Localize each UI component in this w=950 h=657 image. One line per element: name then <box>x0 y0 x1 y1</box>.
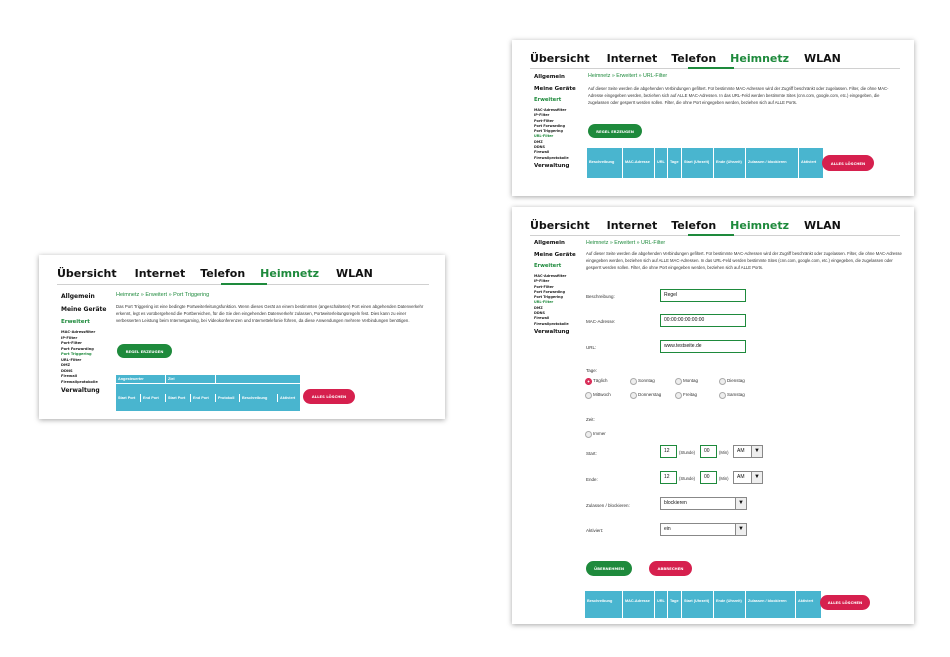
sidebar-sub-dmz[interactable]: DMZ <box>61 363 71 367</box>
delete-all-button[interactable]: ALLES LÖSCHEN <box>820 595 870 610</box>
url-filter-form-panel <box>512 207 914 624</box>
breadcrumb: Heimnetz » Erweitert » URL-Filter <box>586 240 666 246</box>
sidebar-item-erweitert[interactable]: Erweitert <box>61 319 90 325</box>
zulassen-label: Zulassen / blockieren: <box>586 503 630 508</box>
sidebar-sub-ddns[interactable]: DDNS <box>534 311 545 316</box>
chevron-down-icon: ▼ <box>751 472 762 483</box>
sidebar-sub-port-triggering[interactable]: Port Triggering <box>534 129 563 134</box>
create-rule-button[interactable]: REGEL ERZEUGEN <box>117 344 172 358</box>
sidebar-sub-port-filter[interactable]: Port-Filter <box>61 341 82 345</box>
col-start: Start (Uhrzeit) <box>682 148 714 178</box>
chevron-down-icon: ▼ <box>735 524 746 535</box>
day-radio-freitag[interactable] <box>675 392 682 399</box>
main-nav <box>530 52 841 65</box>
nav-telefon[interactable]: Telefon <box>200 267 246 280</box>
sidebar-sub-ip-filter[interactable]: IP-Filter <box>534 113 550 118</box>
col-mac-adresse: MAC-Adresse <box>623 148 655 178</box>
sidebar-sub-port-filter[interactable]: Port-Filter <box>534 118 554 123</box>
col-zulassen: Zulassen / blockieren <box>746 591 796 618</box>
end-min-unit: (Min) <box>719 476 729 481</box>
mac-address-input[interactable]: 00:00:00:00:00:00 <box>660 314 746 327</box>
col-url: URL <box>655 591 668 618</box>
sidebar-sub-firewallprotokolle[interactable]: Firewallprotokolle <box>534 321 569 326</box>
chevron-down-icon: ▼ <box>735 498 746 509</box>
day-label-freitag: Freitag <box>683 392 698 397</box>
day-radio-taeglich[interactable] <box>585 378 592 385</box>
col-start: Start (Uhrzeit) <box>682 591 714 618</box>
day-radio-samstag[interactable] <box>719 392 726 399</box>
sidebar-sub-dmz[interactable]: DMZ <box>534 305 543 310</box>
col-mac-adresse: MAC-Adresse <box>623 591 655 618</box>
sidebar-sub-firewall[interactable]: Firewall <box>534 316 550 321</box>
sidebar-item-meine-geraete[interactable]: Meine Geräte <box>61 306 107 313</box>
beschreibung-label: Beschreibung: <box>586 294 615 299</box>
delete-all-button[interactable]: ALLES LÖSCHEN <box>822 155 874 171</box>
zulassen-select[interactable] <box>660 497 747 510</box>
start-min-input[interactable]: 00 <box>700 445 717 458</box>
aktiviert-label: Aktiviert: <box>586 528 604 533</box>
sidebar-sub-url-filter[interactable]: URL-Filter <box>534 134 554 139</box>
create-rule-button[interactable]: REGEL ERZEUGEN <box>588 124 642 138</box>
sidebar-item-erweitert[interactable]: Erweitert <box>534 97 562 103</box>
col-start-port-2: Start Port <box>166 394 191 402</box>
col-beschreibung: Beschreibung <box>587 148 623 178</box>
nav-heimnetz[interactable]: Heimnetz <box>260 267 320 280</box>
end-hour-input[interactable]: 12 <box>660 471 677 484</box>
start-ampm-select[interactable] <box>733 445 763 458</box>
sidebar-sub-mac-filter[interactable]: MAC-Adressfilter <box>534 108 567 112</box>
nav-wlan[interactable]: WLAN <box>804 52 841 65</box>
day-label-sonntag: Sonntag <box>638 378 655 383</box>
chevron-down-icon: ▼ <box>751 446 762 457</box>
end-min-input[interactable]: 00 <box>700 471 717 484</box>
end-ampm-select[interactable] <box>733 471 763 484</box>
sidebar-sub-url-filter[interactable]: URL-Filter <box>61 357 82 362</box>
col-aktiviert: Aktiviert <box>798 599 814 603</box>
sidebar-sub-mac-filter[interactable]: MAC-Adressfilter <box>534 274 567 278</box>
sidebar-sub-ip-filter[interactable]: IP-Filter <box>61 335 78 340</box>
start-label: Start: <box>586 451 597 456</box>
start-hour-input[interactable]: 12 <box>660 445 677 458</box>
sidebar-sub-ddns[interactable]: DDNS <box>61 368 73 373</box>
sidebar-sub-port-filter[interactable]: Port-Filter <box>534 284 554 289</box>
nav-heimnetz[interactable]: Heimnetz <box>730 219 790 232</box>
col-url: URL <box>655 148 668 178</box>
aktiviert-select[interactable] <box>660 523 747 536</box>
cancel-button[interactable]: ABBRECHEN <box>649 561 692 576</box>
nav-internet[interactable]: Internet <box>606 52 658 65</box>
col-end-port-2: End Port <box>191 394 216 402</box>
url-input[interactable]: www.testseite.de <box>660 340 746 353</box>
nav-internet[interactable]: Internet <box>134 267 186 280</box>
col-end-port: End Port <box>141 394 166 402</box>
sidebar-sub-firewallprotokolle[interactable]: Firewallprotokolle <box>61 379 98 384</box>
nav-wlan[interactable]: WLAN <box>336 267 373 280</box>
sidebar <box>61 293 106 394</box>
sidebar-sub-firewall[interactable]: Firewall <box>61 374 78 378</box>
sidebar-sub-port-forwarding[interactable]: Port Forwarding <box>534 289 565 294</box>
day-radio-donnerstag[interactable] <box>630 392 637 399</box>
nav-wlan[interactable]: WLAN <box>804 219 841 232</box>
sidebar-item-verwaltung[interactable]: Verwaltung <box>534 162 570 169</box>
start-min-unit: (Min) <box>719 450 729 455</box>
col-aktiviert: Aktiviert <box>280 395 296 400</box>
sidebar-sub-url-filter[interactable]: URL-Filter <box>534 300 554 305</box>
aktiviert-value: ein <box>664 526 671 532</box>
start-ampm-value: AM <box>737 448 745 454</box>
tage-label: Tage: <box>586 368 598 373</box>
day-label-taeglich: Täglich <box>593 378 608 383</box>
day-label-montag: Montag <box>683 378 699 383</box>
breadcrumb: Heimnetz » Erweitert » URL-Filter <box>588 73 668 79</box>
col-aktiviert: Aktiviert <box>801 160 817 164</box>
col-ende: Ende (Uhrzeit) <box>714 591 746 618</box>
sidebar-sub-dmz[interactable]: DMZ <box>534 139 543 144</box>
day-radio-montag[interactable] <box>675 378 682 385</box>
nav-heimnetz[interactable]: Heimnetz <box>730 52 790 65</box>
day-radio-sonntag[interactable] <box>630 378 637 385</box>
day-label-mittwoch: Mittwoch <box>593 392 611 397</box>
nav-uebersicht[interactable]: Übersicht <box>57 267 117 280</box>
mac-address-label: MAC-Adresse: <box>586 319 616 324</box>
start-hour-unit: (Stunde) <box>679 450 696 455</box>
sidebar-item-allgemein[interactable]: Allgemein <box>534 240 565 246</box>
delete-all-button[interactable]: ALLES LÖSCHEN <box>303 389 355 404</box>
group-header-ziel: Ziel <box>166 375 216 383</box>
day-label-donnerstag: Donnerstag <box>638 392 662 397</box>
sidebar-item-allgemein[interactable]: Allgemein <box>61 293 95 300</box>
page-description: Auf dieser Seite werden die abgehenden Verbindungen gefiltert. Für bestimmte MAC-Adressen wird der Zugriff beschränkt oder zugelassen. Filter, die ohne MAC-Adresse eingegeben werden, beziehen sich auf ALLE MAC-Adressen. In das URL-Feld werden bestimmte Sites (cnn.com, google.com, etc.) eingegeben, die zugelassen oder gesperrt werden sollen. Filter, die ohne Port eingegeben werden, beziehen sich auf ALLE Ports. <box>588 86 889 105</box>
main-nav <box>530 219 841 232</box>
day-label-samstag: Samstag <box>727 392 745 397</box>
port-triggering-table <box>116 375 300 411</box>
sidebar-sub-port-triggering[interactable]: Port Triggering <box>61 352 92 356</box>
sidebar-item-verwaltung[interactable]: Verwaltung <box>61 387 100 394</box>
page-description: Auf dieser Seite werden die abgehenden Verbindungen gefiltert. Für bestimmte MAC-Adressen wird der Zugriff beschränkt oder zugelassen. Filter, die ohne MAC-Adresse eingegeben werden, beziehen sich auf ALLE MAC-Adressen. In das URL-Feld werden bestimmte Sites (cnn.com, google.com, etc.) eingegeben, die zugelassen oder gesperrt werden sollen. Filter, die ohne Port eingegeben werden, beziehen sich auf ALLE Ports. <box>586 251 902 270</box>
day-label-dienstag: Dienstag <box>727 378 745 383</box>
url-filter-table <box>587 148 823 178</box>
sidebar <box>534 240 576 335</box>
ende-label: Ende: <box>586 477 598 482</box>
nav-telefon[interactable]: Telefon <box>671 219 717 232</box>
sidebar-item-verwaltung[interactable]: Verwaltung <box>534 328 570 335</box>
nav-uebersicht[interactable]: Übersicht <box>530 52 590 65</box>
nav-active-indicator <box>688 67 734 69</box>
col-beschreibung: Beschreibung <box>585 591 623 618</box>
col-protokoll: Protokoll <box>216 394 240 402</box>
col-start-port: Start Port <box>116 394 141 402</box>
immer-label: Immer <box>593 431 606 436</box>
end-hour-unit: (Stunde) <box>679 476 696 481</box>
nav-active-indicator <box>688 234 734 236</box>
sidebar-sub-mac-filter[interactable]: MAC-Adressfilter <box>61 330 96 334</box>
nav-internet[interactable]: Internet <box>606 219 658 232</box>
zeit-label: Zeit: <box>586 417 595 422</box>
sidebar-item-meine-geraete[interactable]: Meine Geräte <box>534 252 576 258</box>
sidebar-sub-port-triggering[interactable]: Port Triggering <box>534 295 563 300</box>
breadcrumb: Heimnetz » Erweitert » Port Triggering <box>116 292 210 298</box>
immer-radio[interactable] <box>585 431 592 438</box>
sidebar-item-erweitert[interactable]: Erweitert <box>534 263 562 269</box>
zulassen-value: blockieren <box>664 500 687 506</box>
port-triggering-panel <box>39 255 445 419</box>
day-radio-dienstag[interactable] <box>719 378 726 385</box>
sidebar-sub-firewallprotokolle[interactable]: Firewallprotokolle <box>534 155 569 160</box>
day-radio-mittwoch[interactable] <box>585 392 592 399</box>
sidebar-item-meine-geraete[interactable]: Meine Geräte <box>534 86 576 92</box>
sidebar-item-allgemein[interactable]: Allgemein <box>534 74 565 80</box>
col-zulassen: Zulassen / blockieren <box>746 148 799 178</box>
col-tage: Tage <box>668 591 682 618</box>
end-ampm-value: AM <box>737 474 745 480</box>
col-beschreibung: Beschreibung <box>240 394 278 402</box>
apply-button[interactable]: ÜBERNEHMEN <box>586 561 632 576</box>
sidebar-sub-port-forwarding[interactable]: Port Forwarding <box>534 123 565 128</box>
sidebar-sub-port-forwarding[interactable]: Port Forwarding <box>61 346 94 351</box>
url-filter-table <box>585 591 821 618</box>
sidebar-sub-ddns[interactable]: DDNS <box>534 145 545 150</box>
sidebar-sub-ip-filter[interactable]: IP-Filter <box>534 279 550 284</box>
nav-uebersicht[interactable]: Übersicht <box>530 219 590 232</box>
url-label: URL: <box>586 345 597 350</box>
url-filter-list-panel <box>512 40 914 196</box>
beschreibung-input[interactable]: Regel <box>660 289 746 302</box>
sidebar <box>534 74 576 169</box>
nav-active-indicator <box>221 283 267 285</box>
group-header-angesteuerter: Angesteuerter <box>116 375 166 383</box>
main-nav <box>57 267 373 280</box>
col-tage: Tage <box>668 148 682 178</box>
col-ende: Ende (Uhrzeit) <box>714 148 746 178</box>
page-description: Das Port Triggering ist eine bedingte Portweiterleitungsfunktion. Wenn dieses Gerät an einem bestimmten (angeschalteten) Port einen abgehenden Datenverkehr erkennt, legt es vorübergehend die Portbereichen, für die Sie den eingehenden Datenverkehr zulassen, Portweiterleitungsregeln fest. Dies kann zu einer verbesserten Leistung beim Internetgaming, bei Videokonferenzen und Internettelefonie führen, da diese Anwendungen mehrere Verbindungen benötigen. <box>116 304 424 323</box>
sidebar-sub-firewall[interactable]: Firewall <box>534 150 550 155</box>
nav-telefon[interactable]: Telefon <box>671 52 717 65</box>
